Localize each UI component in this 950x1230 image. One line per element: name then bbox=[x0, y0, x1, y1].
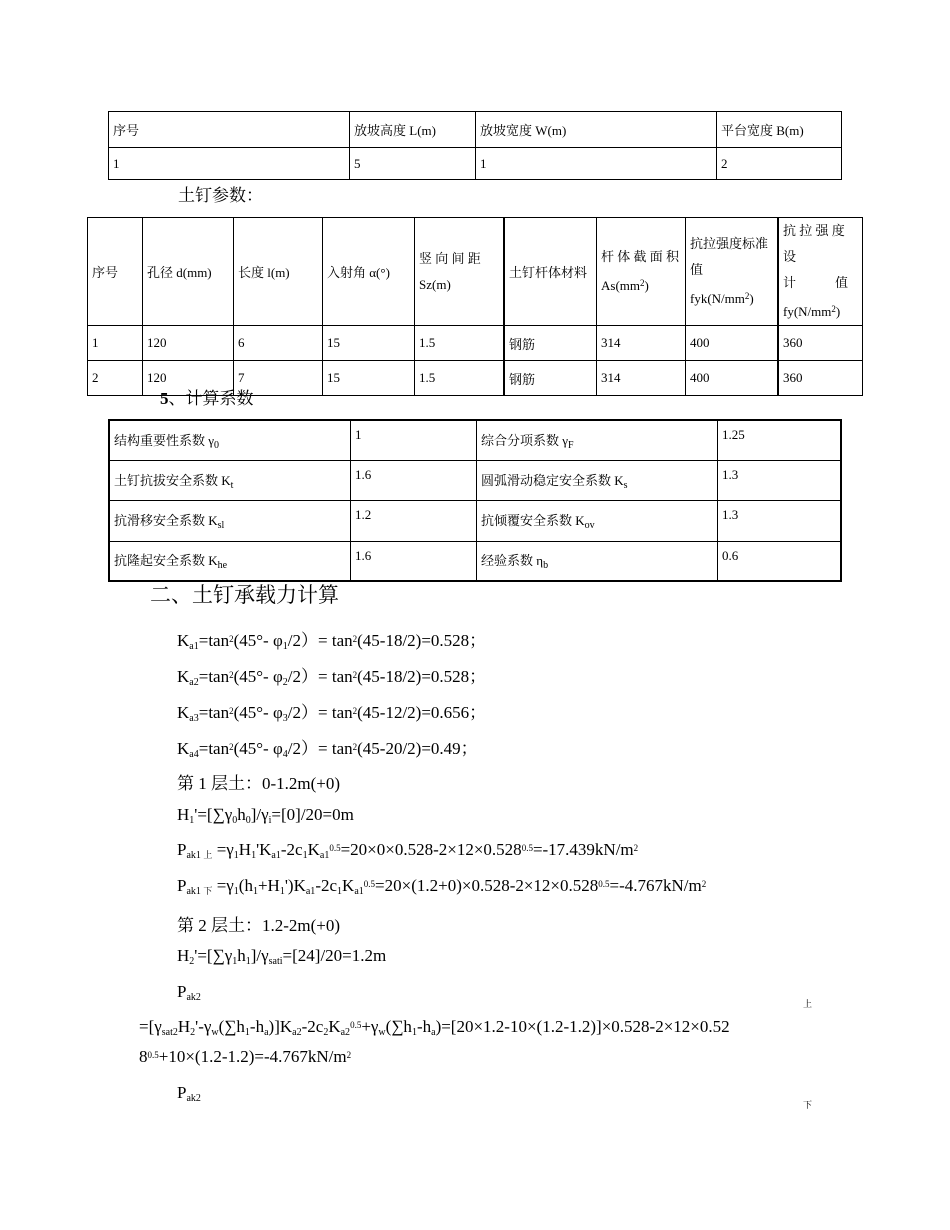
coef-heading-text: 、计算系数 bbox=[168, 389, 254, 408]
formula-pak2-label: $P_{ak2}$ bbox=[177, 982, 201, 1003]
coef-label-cell: 抗隆起安全系数 $K_{he}$ bbox=[109, 541, 351, 581]
coef-label-cell: 经验系数 $\eta_b$ bbox=[477, 541, 718, 581]
coef-value-cell: 1.6 bbox=[351, 460, 477, 500]
nail-cell: 钢筋 bbox=[504, 361, 597, 396]
coef-value-cell: 0.6 bbox=[718, 541, 842, 581]
formula-pak2-line2: $8^{0.5}+10\times(1.2-1.2)=-4.767kN/m^2$ bbox=[139, 1047, 352, 1066]
coef-value-cell: 1.2 bbox=[351, 500, 477, 541]
nail-header-cell: 孔径 d(mm) bbox=[143, 218, 234, 326]
pak2-top-mark: 上 bbox=[803, 999, 813, 1009]
coef-label-cell: 抗滑移安全系数 $K_{sl}$ bbox=[109, 500, 351, 541]
nail-cell: 1.5 bbox=[415, 326, 505, 361]
nail-params-heading: 土钉参数： bbox=[178, 186, 263, 205]
slope-header-cell: 放坡宽度 W(m) bbox=[476, 112, 717, 148]
coef-value-cell: 1 bbox=[351, 420, 477, 460]
nail-cell: 7 bbox=[234, 361, 323, 396]
nail-header-cell: 土钉杆体材料 bbox=[504, 218, 597, 326]
formula-h1: $H_1'=[\sum\gamma_0h_0]/\gamma_i=[0]/20=0m$ bbox=[177, 805, 354, 826]
nail-header-cell: 杆 体 截 面 积 $As(mm^2)$ bbox=[597, 218, 686, 326]
coef-value-cell: 1.3 bbox=[718, 460, 842, 500]
slope-cell: 5 bbox=[350, 148, 476, 180]
formula-pak1-top: $P_{ak1 上} =\gamma_1H_1'K_{a1}-2c_1K_{a1}^{0.5}=20\times 0\times 0.528-2\times 12\times 0.528^{0.5}=-17.439kN/m^2$ bbox=[177, 840, 639, 861]
nail-header-cell: 序号 bbox=[88, 218, 143, 326]
nail-header-cell: 竖 向 间 距 Sz(m) bbox=[415, 218, 505, 326]
nail-cell: 15 bbox=[323, 361, 415, 396]
slope-cell: 1 bbox=[476, 148, 717, 180]
formula-h2: $H_2'=[\sum\gamma_1h_1]/\gamma_{sati}=[24]/20=1.2m$ bbox=[177, 946, 387, 967]
formula-pak2b-label: $P_{ak2}$ bbox=[177, 1083, 201, 1104]
slope-table bbox=[108, 111, 842, 180]
layer1-label: 第 1 层土：0-1.2m(+0) bbox=[177, 774, 341, 793]
nail-cell: 15 bbox=[323, 326, 415, 361]
coef-label-cell: 土钉抗拔安全系数 $K_t$ bbox=[109, 460, 351, 500]
formula-ka3: $K_{a3}=\tan^2(45^\circ-$ $\varphi_3/2)= \tan^2(45-12/2)=0.656$； bbox=[177, 703, 487, 724]
coef-value-cell: 1.25 bbox=[718, 420, 842, 460]
nail-cell: 360 bbox=[778, 361, 863, 396]
nail-cell: 314 bbox=[597, 361, 686, 396]
formula-pak1-bottom: $P_{ak1 下} =\gamma_1(h_1+H_1')K_{a1}-2c_1K_{a1}^{0.5}=20\times(1.2+0)\times 0.528-2\times 12\times 0.528^{0.5}=-4.767kN/m^2$ bbox=[177, 876, 707, 897]
coef-value-cell: 1.3 bbox=[718, 500, 842, 541]
nail-cell: 400 bbox=[686, 326, 779, 361]
coef-heading-number: 5 bbox=[160, 389, 169, 408]
nail-table bbox=[87, 217, 863, 396]
coef-value-cell: 1.6 bbox=[351, 541, 477, 581]
nail-cell: 2 bbox=[88, 361, 143, 396]
slope-header-cell: 放坡高度 L(m) bbox=[350, 112, 476, 148]
nail-cell: 1.5 bbox=[415, 361, 505, 396]
formula-ka1: $K_{a1}=\tan^2(45^\circ-$ $\varphi_1/2)= \tan^2(45-18/2)=0.528$； bbox=[177, 631, 487, 652]
slope-header-cell: 序号 bbox=[109, 112, 350, 148]
formula-pak2-line1: $=[\gamma_{sat2}H_2'-\gamma_w(\sum h_1-h_a)]K_{a2}-2c_2K_{a2}^{0.5}+\gamma_w(\sum h_1-h_a)=[20\times 1.2-10\times(1.2-1.2)]\times 0.528-2\times 12\times 0.52$ bbox=[139, 1017, 730, 1038]
nail-header-cell: 入射角 α(°) bbox=[323, 218, 415, 326]
nail-header-cell: 抗 拉 强 度 设 计 值 $fy(N/mm^2)$ bbox=[778, 218, 863, 326]
formula-ka2: $K_{a2}=\tan^2(45^\circ-$ $\varphi_2/2)= \tan^2(45-18/2)=0.528$； bbox=[177, 667, 487, 688]
coef-label-cell: 结构重要性系数 $\gamma_0$ bbox=[109, 420, 351, 460]
nail-cell: 钢筋 bbox=[504, 326, 597, 361]
nail-cell: 1 bbox=[88, 326, 143, 361]
slope-cell: 2 bbox=[717, 148, 842, 180]
formula-ka4: $K_{a4}=\tan^2(45^\circ-$ $\varphi_4/2)= \tan^2(45-20/2)=0.49$； bbox=[177, 739, 478, 760]
slope-header-cell: 平台宽度 B(m) bbox=[717, 112, 842, 148]
pak2-bottom-mark: 下 bbox=[803, 1100, 813, 1110]
coef-heading bbox=[160, 384, 254, 409]
coef-label-cell: 圆弧滑动稳定安全系数 $K_s$ bbox=[477, 460, 718, 500]
section-title: 二、土钉承载力计算 bbox=[150, 583, 339, 607]
slope-cell: 1 bbox=[109, 148, 350, 180]
nail-cell: 314 bbox=[597, 326, 686, 361]
coef-label-cell: 抗倾覆安全系数 $K_{ov}$ bbox=[477, 500, 718, 541]
nail-header-cell: 长度 l(m) bbox=[234, 218, 323, 326]
nail-header-cell: 抗拉强度标准 值 $fyk(N/mm^2)$ bbox=[686, 218, 779, 326]
coef-table bbox=[108, 419, 842, 582]
layer2-label: 第 2 层土：1.2-2m(+0) bbox=[177, 916, 341, 935]
nail-cell: 120 bbox=[143, 361, 234, 396]
nail-cell: 120 bbox=[143, 326, 234, 361]
nail-cell: 6 bbox=[234, 326, 323, 361]
nail-cell: 400 bbox=[686, 361, 779, 396]
nail-cell: 360 bbox=[778, 326, 863, 361]
coef-label-cell: 综合分项系数 $\gamma_F$ bbox=[477, 420, 718, 460]
